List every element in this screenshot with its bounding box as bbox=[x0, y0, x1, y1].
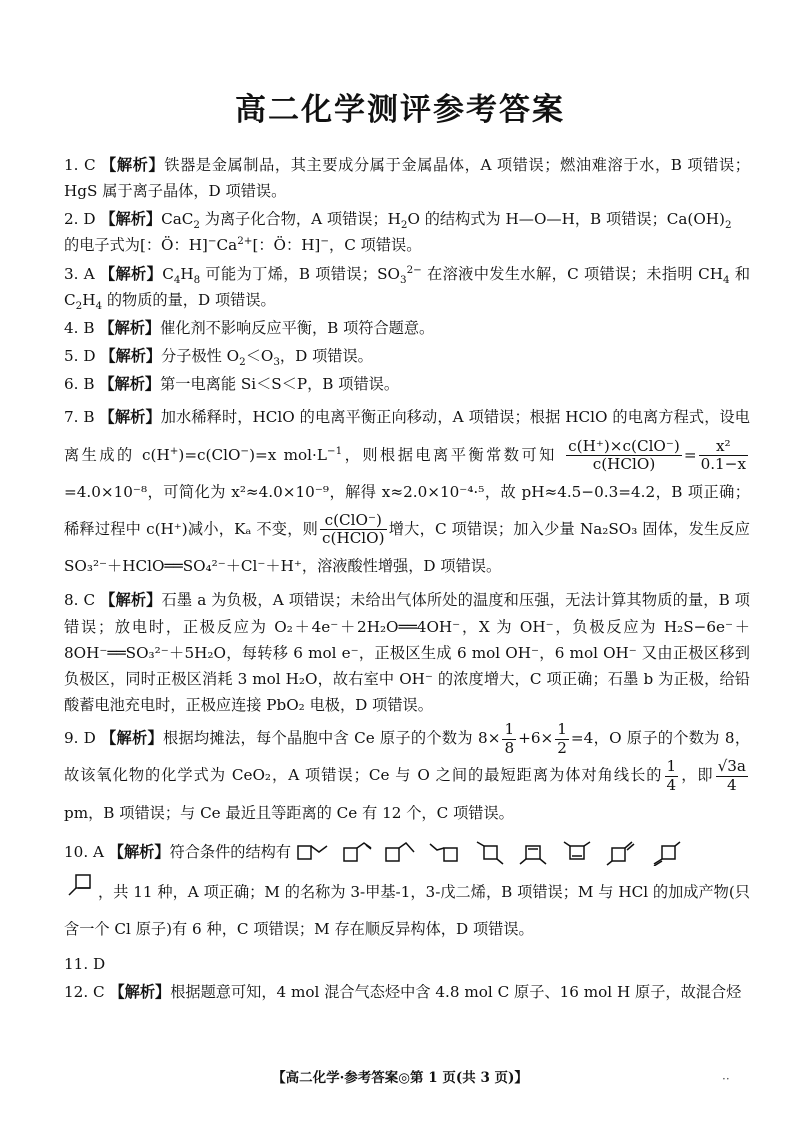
answer-item-11 bbox=[64, 951, 750, 977]
structure-list bbox=[296, 840, 682, 866]
cyclobutane-structure-1 bbox=[296, 840, 330, 866]
analysis-tag: 【解析】 bbox=[101, 156, 165, 174]
answer-number: 8. C bbox=[64, 591, 96, 610]
fraction: $\frac{\text{c(H⁺)×c(ClO⁻)}}{\text{c(HClO)}}$ bbox=[568, 436, 680, 473]
answer-item-9: 9. D 【解析】根据均摊法，每个晶胞中含 Ce 原子的个数为 8× $\frac{1}{8}$ +6× $\frac{1}{2}$ =4，O 原子的个数为 8，故该氧化物的化学式为 CeO₂，A 项错误；Ce 与 O 之间的最短距离为体对角线长的 $\frac{1}{4}$ ，即 $\frac{√3a}{4}$ pm，B 项错误；与 Ce 最近且等距离的 Ce 有 12 个，C 项错误。 bbox=[64, 720, 751, 822]
cyclobutane-structure-4 bbox=[428, 840, 462, 866]
answer-number: 9. D bbox=[64, 729, 96, 748]
answer-item-7: 7. B 【解析】加水稀释时，HClO 的电离平衡正向移动，A 项错误；根据 HClO 的电离方程式，设电离生成的 c(H+)=c(ClO−)=x $mol\cdot L^{-1}$，则根据电离平衡常数可知 $\frac{\text{c(H⁺)×c(ClO⁻)}}{\text{c(HClO)}}$ = $\frac{\text{x²}}{0.1-x}$ =4.0×10⁻⁸，可简化为 x²≈4.0×10⁻⁹，解得 x≈2.0×10⁻⁴·⁵，故 pH≈4.5−0.3=4.2，B 项正确；稀释过程中 c(H⁺)减小，Kₐ 不变，则 $\frac{\text{c(ClO⁻)}}{\text{c(HClO)}}$ 增大，C 项错误；加入少量 Na₂SO₃ 固体，发生反应 SO₃²⁻＋HClO══SO₄²⁻＋Cl⁻＋H⁺，溶液酸性增强，D 项错误。 bbox=[64, 408, 750, 576]
cyclobutene-structure-6 bbox=[516, 840, 550, 866]
fraction: $\frac{1}{2}$ bbox=[557, 720, 567, 757]
fraction: $\frac{\text{c(ClO⁻)}}{\text{c(HClO)}}$ bbox=[322, 511, 385, 548]
analysis-tag: 【解析】 bbox=[109, 982, 171, 1001]
answer-item-10: 10. A 【解析】符合条件的结构有 ，共 11 种，A 项正确；M 的名称为 3-甲基-1，3-戊二烯，B 项错误；M 与 HCl 的加成产物(只含一个 Cl 原子)有 6 种，C 项错误；M 存在顺反异构体，D 项错误。 bbox=[64, 834, 750, 949]
analysis-tag: 【解析】 bbox=[100, 346, 162, 365]
answer-number: 12. C bbox=[64, 982, 105, 1001]
answer-list bbox=[64, 152, 750, 1007]
fraction: $\frac{1}{4}$ bbox=[666, 757, 677, 794]
answer-number: 2. D bbox=[64, 210, 96, 229]
answer-item-4: 4. B 【解析】催化剂不影响反应平衡，B 项符合题意。 bbox=[64, 318, 435, 337]
answer-item-1 bbox=[64, 152, 750, 204]
answer-number: 7. B bbox=[64, 408, 95, 427]
analysis-tag: 【解析】 bbox=[100, 729, 163, 748]
answer-text: 铁器是金属制品，其主要成分属于金属晶体，A 项错误；燃油难溶于水，B 项错误；HgS 属于离子晶体，D 项错误。 bbox=[64, 156, 750, 201]
cyclobutane-structure-5 bbox=[472, 840, 506, 866]
answer-number: 3. A bbox=[64, 264, 95, 283]
methylene-cyclobutane-structure-9 bbox=[648, 840, 682, 866]
answer-number: 4. B bbox=[64, 318, 95, 337]
methylene-cyclobutane-structure-8 bbox=[604, 840, 638, 866]
page-title: 高二化学测评参考答案 bbox=[235, 92, 565, 128]
corner-mark: ·· bbox=[722, 1072, 730, 1086]
fraction: $\frac{√3a}{4}$ bbox=[717, 757, 746, 794]
fraction: $\frac{1}{8}$ bbox=[504, 720, 515, 757]
answer-item-5: 5. D 【解析】分子极性 $O_2<O_3$，D 项错误。 bbox=[64, 346, 373, 369]
answer-number: 11. D bbox=[64, 954, 106, 973]
answer-item-12: 12. C 【解析】根据题意可知，4 mol 混合气态烃中含 4.8 mol C 原子、16 mol H 原子，故混合烃 bbox=[64, 982, 742, 1001]
answer-item-8: 8. C 【解析】石墨 a 为负极，A 项错误；未给出气体所处的温度和压强，无法计算其物质的量，B 项错误；放电时，正极反应为 O₂＋4e⁻＋2H₂O══4OH⁻，X 为 OH⁻，负极反应为 H₂S−6e⁻＋8OH⁻══SO₃²⁻＋5H₂O，每转移 6 mol e⁻，正极区生成 6 mol OH⁻，6 mol OH⁻ 又由正极区移到负极区，同时正极区消耗 3 mol H₂O，故右室中 OH⁻ 的浓度增大，C 项正确；石墨 b 为正极，给铅酸蓄电池充电时，正极应连接 PbO₂ 电极，D 项错误。 bbox=[64, 591, 750, 714]
analysis-tag: 【解析】 bbox=[99, 318, 161, 337]
cyclobutane-structure-10 bbox=[64, 871, 98, 897]
answer-item-2: 2. D 【解析】CaC$_2$ 为离子化合物，A 项错误；$H_2O$ 的结构式为 H—O—H，B 项错误；$Ca(OH)_2$ 的电子式为[：Ö：$H]^-Ca^{2+}$[：Ö：H]−，C 项错误。 bbox=[64, 210, 732, 255]
analysis-tag: 【解析】 bbox=[108, 842, 170, 861]
answer-number: 10. A bbox=[64, 842, 104, 861]
analysis-tag: 【解析】 bbox=[99, 408, 161, 427]
page-footer: 【高二化学·参考答案◎第 1 页(共 3 页)】 bbox=[272, 1070, 528, 1086]
cyclobutene-structure-7 bbox=[560, 840, 594, 866]
answer-number: 6. B bbox=[64, 375, 95, 394]
answer-number: 1. C bbox=[64, 156, 96, 174]
answer-item-6: 6. B 【解析】第一电离能 Si＜S＜P，B 项错误。 bbox=[64, 375, 400, 394]
analysis-tag: 【解析】 bbox=[100, 210, 162, 229]
analysis-tag: 【解析】 bbox=[99, 264, 163, 283]
answer-item-3: 3. A 【解析】$C_4H_8$ 可能为丁烯，B 项错误；$SO_3^{2-}$ 在溶液中发生水解，C 项错误；未指明 $CH_4$ 和 $C_2H_4$ 的物质的量，D 项错误。 bbox=[64, 263, 751, 312]
cyclobutane-structure-2 bbox=[340, 840, 374, 866]
analysis-tag: 【解析】 bbox=[100, 591, 162, 610]
answer-number: 5. D bbox=[64, 346, 96, 365]
cyclobutane-structure-3 bbox=[384, 840, 418, 866]
analysis-tag: 【解析】 bbox=[99, 375, 161, 394]
fraction: $\frac{\text{x²}}{0.1-x}$ bbox=[700, 436, 747, 473]
